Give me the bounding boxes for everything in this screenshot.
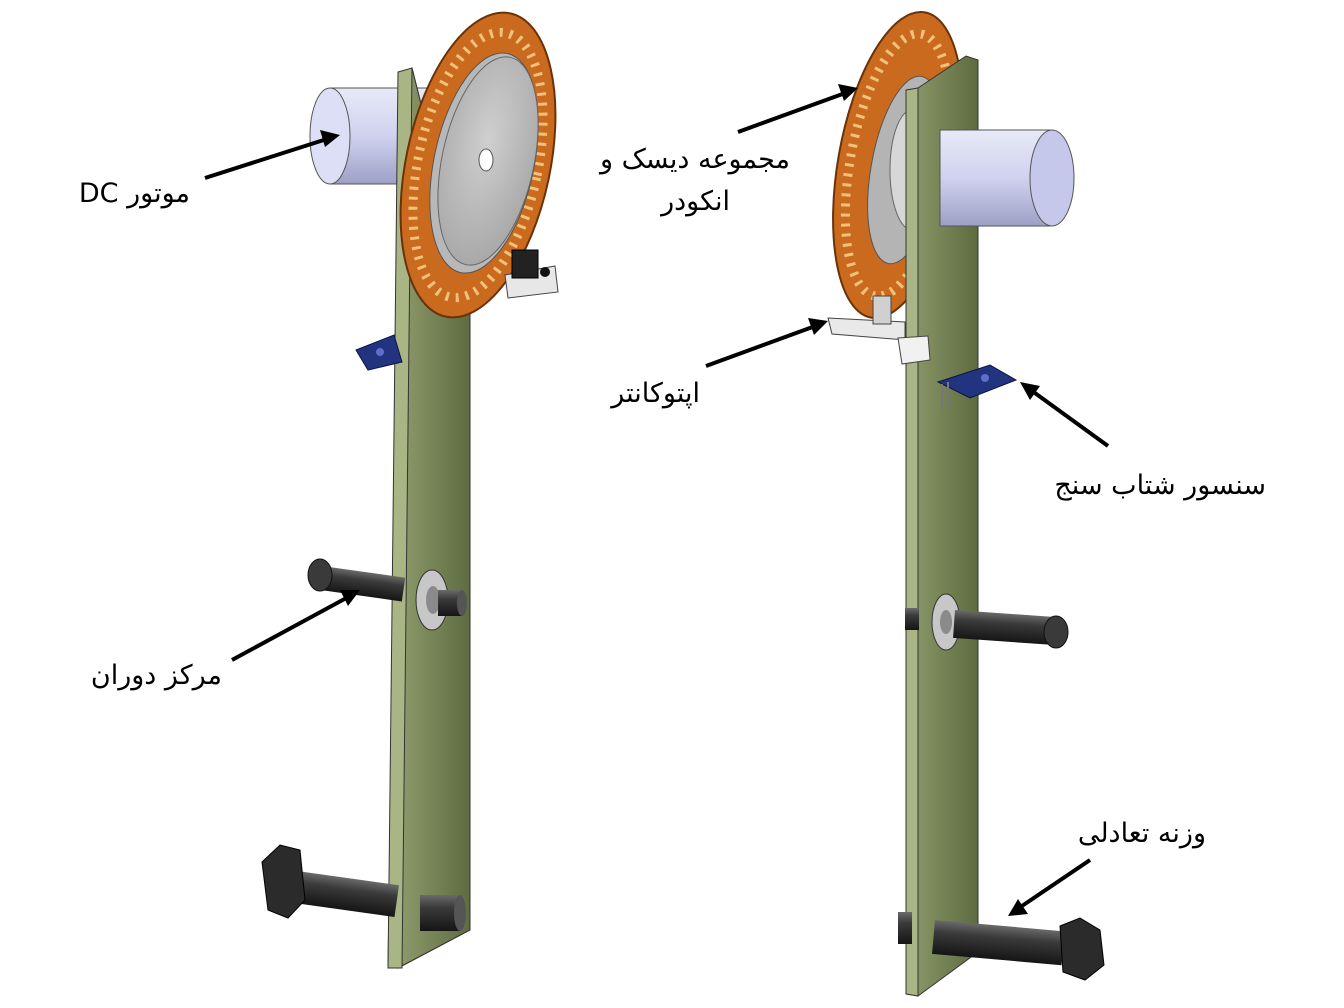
right-dc-motor bbox=[940, 130, 1074, 226]
arrow-counterweight bbox=[1008, 860, 1090, 916]
left-optocounter bbox=[505, 250, 558, 298]
label-dc-motor: موتور DC bbox=[78, 178, 190, 209]
label-optocounter: اپتوکانتر bbox=[611, 378, 700, 409]
label-disk-encoder-line1: مجموعه دیسک و bbox=[599, 144, 790, 175]
arrow-accelerometer bbox=[1020, 382, 1108, 446]
label-disk-encoder-line2: انکودر bbox=[661, 186, 730, 217]
label-rotation-center: مرکز دوران bbox=[90, 660, 222, 691]
arrow-rotation-center bbox=[232, 590, 360, 660]
arrow-disk-encoder bbox=[738, 84, 858, 132]
label-accelerometer: سنسور شتاب سنج bbox=[1054, 470, 1266, 501]
arrow-optocounter bbox=[706, 318, 828, 366]
label-counterweight: وزنه تعادلی bbox=[1077, 818, 1206, 849]
